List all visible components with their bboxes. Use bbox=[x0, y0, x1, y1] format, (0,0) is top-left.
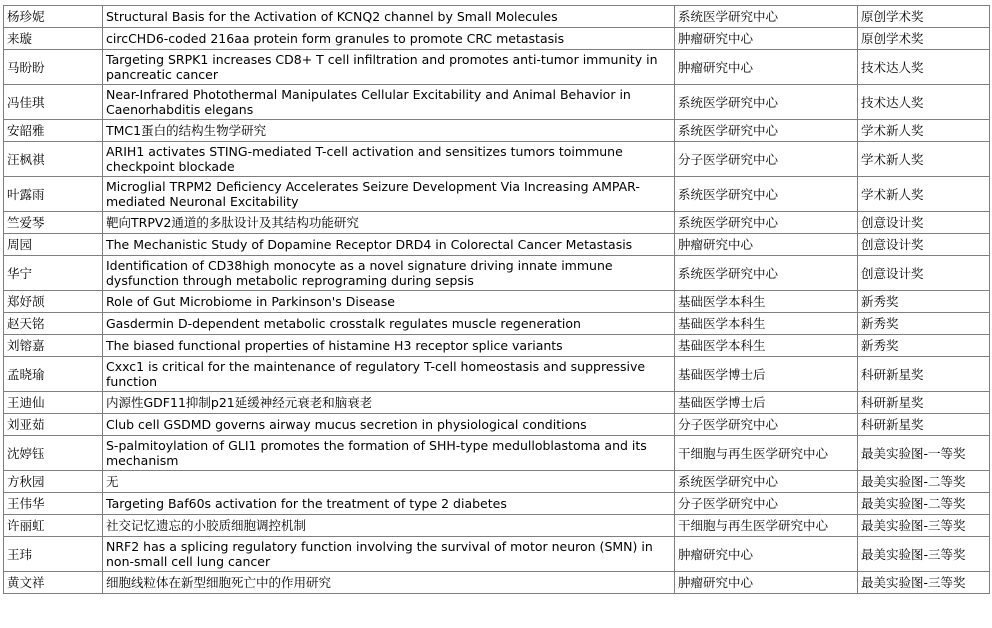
award-cell[interactable]: 最美实验图-二等奖 bbox=[858, 493, 990, 515]
name-cell[interactable]: 沈婷钰 bbox=[4, 436, 103, 471]
table-row bbox=[4, 212, 990, 234]
table-row bbox=[4, 177, 990, 212]
name-cell[interactable]: 黄文祥 bbox=[4, 572, 103, 594]
center-cell[interactable]: 肿瘤研究中心 bbox=[675, 537, 858, 572]
title-cell[interactable]: Targeting SRPK1 increases CD8+ T cell infiltration and promotes anti-tumor immunity in pancreatic cancer bbox=[103, 50, 675, 85]
title-cell[interactable]: ARIH1 activates STING-mediated T-cell activation and sensitizes tumors toimmune checkpoint blockade bbox=[103, 142, 675, 177]
name-cell[interactable]: 竺爱琴 bbox=[4, 212, 103, 234]
table-row bbox=[4, 6, 990, 28]
title-cell[interactable]: Microglial TRPM2 Deficiency Accelerates Seizure Development Via Increasing AMPAR-mediated Neuronal Excitability bbox=[103, 177, 675, 212]
center-cell[interactable]: 分子医学研究中心 bbox=[675, 493, 858, 515]
center-cell[interactable]: 基础医学本科生 bbox=[675, 291, 858, 313]
table-row bbox=[4, 28, 990, 50]
award-cell[interactable]: 最美实验图-三等奖 bbox=[858, 515, 990, 537]
name-cell[interactable]: 汪枫祺 bbox=[4, 142, 103, 177]
center-cell[interactable]: 干细胞与再生医学研究中心 bbox=[675, 515, 858, 537]
name-cell[interactable]: 来璇 bbox=[4, 28, 103, 50]
name-cell[interactable]: 叶露雨 bbox=[4, 177, 103, 212]
award-cell[interactable]: 最美实验图-二等奖 bbox=[858, 471, 990, 493]
table-row bbox=[4, 537, 990, 572]
center-cell[interactable]: 系统医学研究中心 bbox=[675, 471, 858, 493]
table-row bbox=[4, 291, 990, 313]
title-cell[interactable]: 无 bbox=[103, 471, 675, 493]
center-cell[interactable]: 肿瘤研究中心 bbox=[675, 234, 858, 256]
award-cell[interactable]: 创意设计奖 bbox=[858, 234, 990, 256]
table-row bbox=[4, 234, 990, 256]
name-cell[interactable]: 安韶雅 bbox=[4, 120, 103, 142]
award-cell[interactable]: 学术新人奖 bbox=[858, 142, 990, 177]
title-cell[interactable]: Cxxc1 is critical for the maintenance of regulatory T-cell homeostasis and suppressive function bbox=[103, 357, 675, 392]
title-cell[interactable]: The Mechanistic Study of Dopamine Receptor DRD4 in Colorectal Cancer Metastasis bbox=[103, 234, 675, 256]
title-cell[interactable]: 细胞线粒体在新型细胞死亡中的作用研究 bbox=[103, 572, 675, 594]
award-cell[interactable]: 新秀奖 bbox=[858, 313, 990, 335]
name-cell[interactable]: 方秋园 bbox=[4, 471, 103, 493]
title-cell[interactable]: Club cell GSDMD governs airway mucus secretion in physiological conditions bbox=[103, 414, 675, 436]
name-cell[interactable]: 许丽虹 bbox=[4, 515, 103, 537]
center-cell[interactable]: 系统医学研究中心 bbox=[675, 120, 858, 142]
award-table bbox=[3, 5, 990, 594]
table-row bbox=[4, 313, 990, 335]
title-cell[interactable]: Gasdermin D-dependent metabolic crosstalk regulates muscle regeneration bbox=[103, 313, 675, 335]
title-cell[interactable]: Structural Basis for the Activation of KCNQ2 channel by Small Molecules bbox=[103, 6, 675, 28]
center-cell[interactable]: 系统医学研究中心 bbox=[675, 177, 858, 212]
center-cell[interactable]: 肿瘤研究中心 bbox=[675, 50, 858, 85]
award-cell[interactable]: 最美实验图-三等奖 bbox=[858, 572, 990, 594]
name-cell[interactable]: 王迪仙 bbox=[4, 392, 103, 414]
name-cell[interactable]: 王伟华 bbox=[4, 493, 103, 515]
table-row bbox=[4, 572, 990, 594]
center-cell[interactable]: 系统医学研究中心 bbox=[675, 6, 858, 28]
award-cell[interactable]: 技术达人奖 bbox=[858, 85, 990, 120]
table-row bbox=[4, 357, 990, 392]
award-cell[interactable]: 创意设计奖 bbox=[858, 256, 990, 291]
center-cell[interactable]: 肿瘤研究中心 bbox=[675, 28, 858, 50]
award-cell[interactable]: 创意设计奖 bbox=[858, 212, 990, 234]
title-cell[interactable]: S-palmitoylation of GLI1 promotes the formation of SHH-type medulloblastoma and its mechanism bbox=[103, 436, 675, 471]
title-cell[interactable]: Identification of CD38high monocyte as a novel signature driving innate immune dysfunction through metabolic reprograming during sepsis bbox=[103, 256, 675, 291]
title-cell[interactable]: 靶向TRPV2通道的多肽设计及其结构功能研究 bbox=[103, 212, 675, 234]
table-row bbox=[4, 392, 990, 414]
title-cell[interactable]: NRF2 has a splicing regulatory function involving the survival of motor neuron (SMN) in non-small cell lung cancer bbox=[103, 537, 675, 572]
award-cell[interactable]: 原创学术奖 bbox=[858, 6, 990, 28]
name-cell[interactable]: 刘镕嘉 bbox=[4, 335, 103, 357]
award-cell[interactable]: 技术达人奖 bbox=[858, 50, 990, 85]
title-cell[interactable]: Targeting Baf60s activation for the treatment of type 2 diabetes bbox=[103, 493, 675, 515]
center-cell[interactable]: 分子医学研究中心 bbox=[675, 414, 858, 436]
center-cell[interactable]: 分子医学研究中心 bbox=[675, 142, 858, 177]
table-row bbox=[4, 471, 990, 493]
name-cell[interactable]: 周园 bbox=[4, 234, 103, 256]
center-cell[interactable]: 基础医学本科生 bbox=[675, 335, 858, 357]
title-cell[interactable]: 内源性GDF11抑制p21延缓神经元衰老和脑衰老 bbox=[103, 392, 675, 414]
center-cell[interactable]: 干细胞与再生医学研究中心 bbox=[675, 436, 858, 471]
table-row bbox=[4, 335, 990, 357]
center-cell[interactable]: 肿瘤研究中心 bbox=[675, 572, 858, 594]
center-cell[interactable]: 基础医学本科生 bbox=[675, 313, 858, 335]
name-cell[interactable]: 杨珍妮 bbox=[4, 6, 103, 28]
name-cell[interactable]: 赵天铭 bbox=[4, 313, 103, 335]
name-cell[interactable]: 华宁 bbox=[4, 256, 103, 291]
table-row bbox=[4, 493, 990, 515]
title-cell[interactable]: Near-Infrared Photothermal Manipulates Cellular Excitability and Animal Behavior in Caenorhabditis elegans bbox=[103, 85, 675, 120]
name-cell[interactable]: 孟晓瑜 bbox=[4, 357, 103, 392]
award-cell[interactable]: 科研新星奖 bbox=[858, 392, 990, 414]
table-row bbox=[4, 142, 990, 177]
name-cell[interactable]: 冯佳琪 bbox=[4, 85, 103, 120]
table-row bbox=[4, 50, 990, 85]
center-cell[interactable]: 基础医学博士后 bbox=[675, 392, 858, 414]
award-table-body bbox=[4, 6, 990, 594]
title-cell[interactable]: 社交记忆遗忘的小胶质细胞调控机制 bbox=[103, 515, 675, 537]
table-row bbox=[4, 85, 990, 120]
title-cell[interactable]: TMC1蛋白的结构生物学研究 bbox=[103, 120, 675, 142]
center-cell[interactable]: 系统医学研究中心 bbox=[675, 85, 858, 120]
award-cell[interactable]: 新秀奖 bbox=[858, 335, 990, 357]
award-cell[interactable]: 学术新人奖 bbox=[858, 120, 990, 142]
center-cell[interactable]: 系统医学研究中心 bbox=[675, 256, 858, 291]
award-cell[interactable]: 新秀奖 bbox=[858, 291, 990, 313]
title-cell[interactable]: Role of Gut Microbiome in Parkinson's Disease bbox=[103, 291, 675, 313]
award-cell[interactable]: 科研新星奖 bbox=[858, 414, 990, 436]
title-cell[interactable]: The biased functional properties of histamine H3 receptor splice variants bbox=[103, 335, 675, 357]
table-row bbox=[4, 414, 990, 436]
award-cell[interactable]: 原创学术奖 bbox=[858, 28, 990, 50]
name-cell[interactable]: 马盼盼 bbox=[4, 50, 103, 85]
center-cell[interactable]: 系统医学研究中心 bbox=[675, 212, 858, 234]
award-cell[interactable]: 最美实验图-三等奖 bbox=[858, 537, 990, 572]
table-row bbox=[4, 256, 990, 291]
title-cell[interactable]: circCHD6-coded 216aa protein form granules to promote CRC metastasis bbox=[103, 28, 675, 50]
name-cell[interactable]: 刘亚茹 bbox=[4, 414, 103, 436]
table-row bbox=[4, 120, 990, 142]
award-cell[interactable]: 科研新星奖 bbox=[858, 357, 990, 392]
award-cell[interactable]: 学术新人奖 bbox=[858, 177, 990, 212]
award-cell[interactable]: 最美实验图-一等奖 bbox=[858, 436, 990, 471]
table-row bbox=[4, 436, 990, 471]
name-cell[interactable]: 王玮 bbox=[4, 537, 103, 572]
name-cell[interactable]: 郑妤颉 bbox=[4, 291, 103, 313]
center-cell[interactable]: 基础医学博士后 bbox=[675, 357, 858, 392]
table-row bbox=[4, 515, 990, 537]
